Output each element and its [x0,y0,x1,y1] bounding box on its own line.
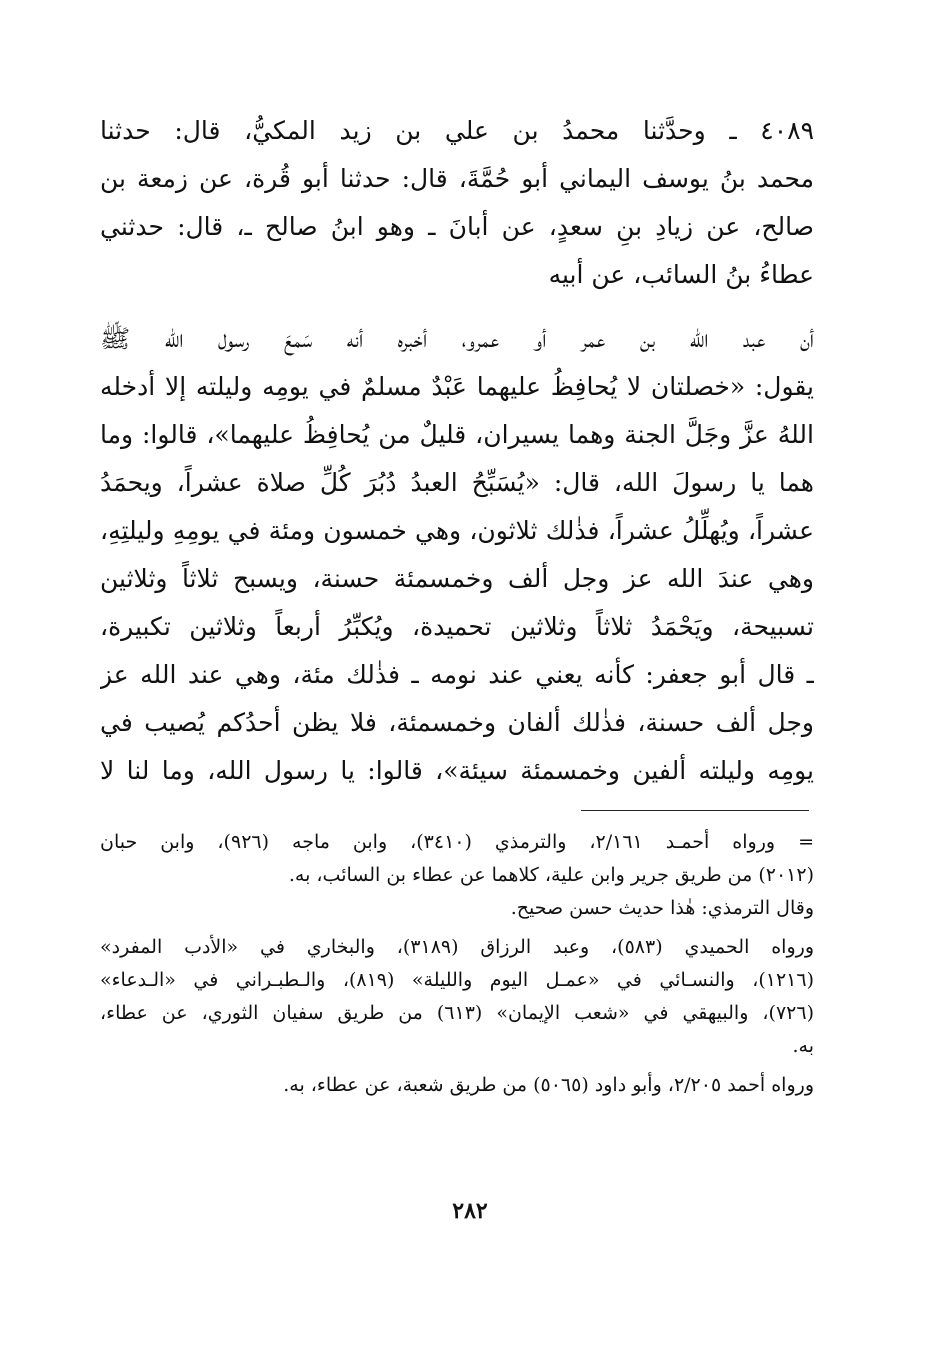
matn-line: يومِه وليلته ألفين وخمسمئة سيئة»، قالوا: يا رسول الله، وما لنا لا [100,756,814,785]
matn-line: وهي عندَ الله عز وجل ألف وخمسمئة حسنة، ويسبح ثلاثاً وثلاثين [100,564,814,593]
footnote-line: به. [792,1035,814,1057]
hadith-isnad [100,107,814,299]
matn-line: تسبيحة، ويَحْمَدُ ثلاثاً وثلاثين تحميدة، ويُكبِّرُ أربعاً وثلاثين تكبيرة، [100,612,814,641]
footnote-line: وقال الترمذي: هٰذا حديث حسن صحيح. [510,897,814,919]
matn-line: أن عبد الله بن عمر أو عمرو، أخبره أنه سَمعَ رسول الله ﷺ [100,324,814,353]
footnotes [100,826,814,1102]
page-number: ٢٨٢ [452,1198,488,1224]
isnad-line: محمد بنُ يوسف اليماني أبو حُمَّةَ، قال: حدثنا أبو قُرة، عن زمعة بن [100,164,814,193]
matn-line: وجل ألف حسنة، فذٰلك ألفان وخمسمئة، فلا يظن أحدُكم يُصيب في [100,708,814,737]
footnote-line: (٢٠١٢) من طريق جرير وابن علية، كلاهما عن عطاء بن السائب، به. [288,864,814,886]
isnad-line: عطاءُ بنُ السائب، عن أبيه [548,260,814,289]
matn-line: اللهُ عزَّ وجَلَّ الجنة وهما يسيران، قليلٌ من يُحافِظُ عليهما»، قالوا: وما [100,420,814,449]
matn-line: هما يا رسولَ الله، قال: «يُسَبِّحُ العبدُ دُبُرَ كُلِّ صلاة عشراً، ويحمَدُ [100,468,814,497]
footnote-separator [581,810,809,811]
footnote-line: ورواه الحميدي (٥٨٣)، وعبد الرزاق (٣١٨٩)، والبخاري في «الأدب المفرد» [100,936,814,958]
matn-line: عشراً، ويُهلِّلُ عشراً، فذٰلك ثلاثون، وهي خمسون ومئة في يومِهِ وليلتِهِ، [100,516,814,545]
isnad-line: صالح، عن زيادِ بنِ سعدٍ، عن أبانَ ـ وهو ابنُ صالح ـ، قال: حدثني [100,212,814,241]
hadith-matn [100,315,814,795]
matn-line: ـ قال أبو جعفر: كأنه يعني عند نومه ـ فذٰلك مئة، وهي عند الله عز [100,660,814,689]
footnote-line: ورواه أحمد ٢/٢٠٥، وأبو داود (٥٠٦٥) من طريق شعبة، عن عطاء، به. [283,1074,814,1096]
footnote-line: (١٢١٦)، والنسـائي في «عمـل اليوم والليلة» (٨١٩)، والـطبـراني في «الـدعاء» [100,969,814,991]
isnad-line: ٤٠٨٩ ـ وحدَّثنا محمدُ بن علي بن زيد المكيُّ، قال: حدثنا [100,116,814,145]
footnote-line: (٧٢٦)، والبيهقي في «شعب الإيمان» (٦١٣) من طريق سفيان الثوري، عن عطاء، [100,1002,814,1024]
matn-line: يقول: «خصلتان لا يُحافِظُ عليهما عَبْدٌ مسلمٌ في يومِه وليلته إلا أدخله [100,372,814,401]
footnote-line: = ورواه أحمـد ٢/١٦١، والترمذي (٣٤١٠)، وابن ماجه (٩٢٦)، وابن حبان [100,831,814,853]
